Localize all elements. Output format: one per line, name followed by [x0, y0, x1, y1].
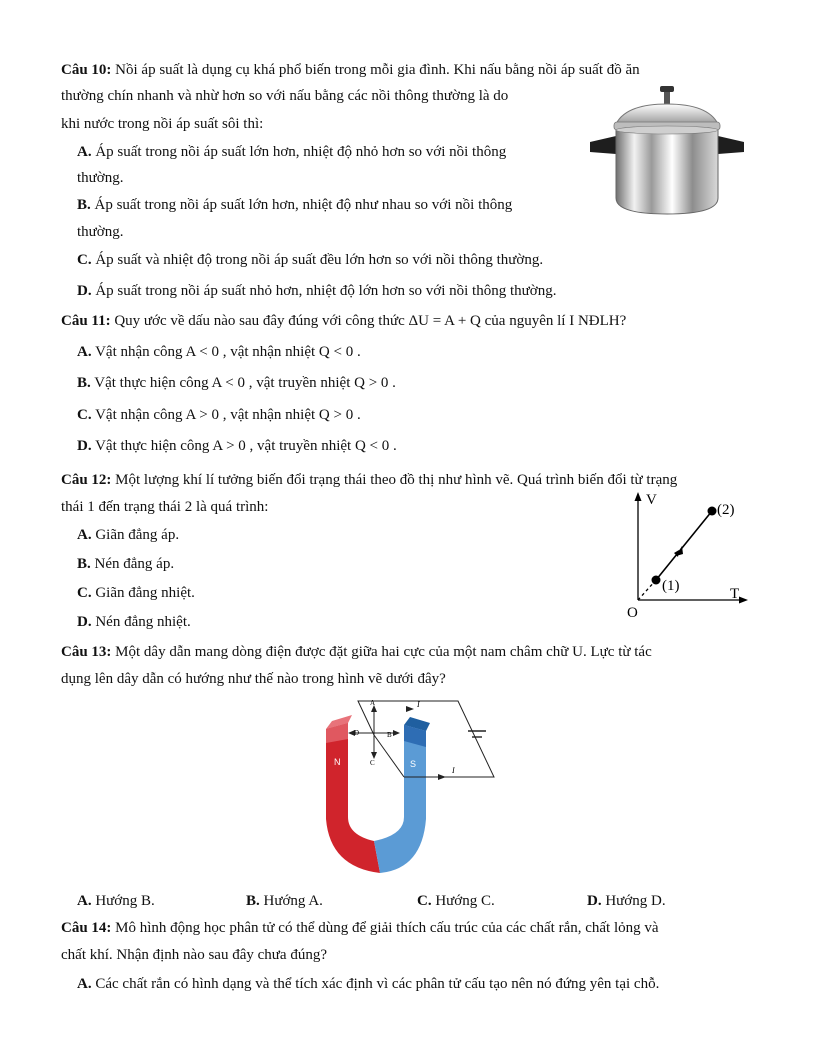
option-key: C. [77, 585, 92, 601]
option-text: Giãn đẳng nhiệt. [95, 585, 195, 601]
q10-line1 [61, 60, 640, 80]
q13-line1 [61, 642, 652, 662]
q12-option-c [77, 583, 195, 603]
vt-graph [622, 488, 752, 622]
option-key: B. [246, 893, 260, 909]
q14-line1 [61, 918, 659, 938]
q12-option-a [77, 525, 179, 545]
pressure-cooker-image [586, 82, 748, 220]
q12-option-d [77, 612, 191, 632]
option-key: B. [77, 556, 91, 572]
option-key: D. [77, 614, 92, 630]
option-text: Vật nhận công A < 0 , vật nhận nhiệt Q < 0 . [95, 344, 361, 360]
option-key: A. [77, 344, 92, 360]
origin-label: O [627, 605, 638, 621]
q13-option-c [417, 891, 495, 911]
q13-line2: dụng lên dây dẫn có hướng như thế nào trong hình vẽ dưới đây? [61, 671, 446, 687]
option-text: Giãn đẳng áp. [95, 527, 180, 543]
u-magnet-figure [318, 695, 496, 875]
option-key: A. [77, 893, 92, 909]
q10-option-a-cont: thường. [77, 170, 124, 186]
q12-label: Câu 12: [61, 472, 112, 488]
q12-text1: Một lượng khí lí tưởng biến đổi trạng thái theo đồ thị như hình vẽ. Quá trình biến đổi từ trạng [115, 472, 678, 488]
q14-label: Câu 14: [61, 920, 112, 936]
q10-option-b-cont: thường. [77, 224, 124, 240]
south-pole-label: S [410, 759, 417, 769]
q13-option-a [77, 891, 155, 911]
option-key: C. [77, 252, 92, 268]
direction-a-label: A [370, 699, 376, 707]
q11-option-b [77, 373, 396, 393]
q13-option-b [246, 891, 323, 911]
q14-line2: chất khí. Nhận định nào sau đây chưa đúng? [61, 947, 327, 963]
q10-option-a [77, 142, 506, 162]
q12-line1 [61, 470, 677, 490]
q11-label: Câu 11: [61, 313, 111, 329]
v-axis-label: V [646, 492, 657, 508]
option-text: Hướng D. [605, 893, 666, 909]
q14-option-a [77, 974, 659, 994]
q11-option-c [77, 405, 361, 425]
q11-option-d [77, 436, 397, 456]
direction-b-label: B [387, 731, 392, 739]
direction-d-label: D [354, 729, 360, 737]
option-key: C. [417, 893, 432, 909]
option-text: Vật thực hiện công A < 0 , vật truyền nhiệt Q > 0 . [94, 375, 396, 391]
option-text: Nén đẳng nhiệt. [95, 614, 191, 630]
option-text: Vật nhận công A > 0 , vật nhận nhiệt Q > 0 . [95, 407, 361, 423]
option-text: Vật thực hiện công A > 0 , vật truyền nhiệt Q < 0 . [95, 438, 397, 454]
q13-label: Câu 13: [61, 644, 112, 660]
q13-text1: Một dây dẫn mang dòng điện được đặt giữa hai cực của một nam châm chữ U. Lực từ tác [115, 644, 652, 660]
option-text: Hướng B. [95, 893, 155, 909]
q12-line2: thái 1 đến trạng thái 2 là quá trình: [61, 499, 269, 515]
q10-text1: Nồi áp suất là dụng cụ khá phổ biến trong mỗi gia đình. Khi nấu bằng nồi áp suất đồ ăn [115, 62, 640, 78]
q12-option-b [77, 554, 174, 574]
current-label-top: I [417, 700, 420, 709]
option-text: Áp suất trong nồi áp suất nhỏ hơn, nhiệt độ lớn hơn so với nồi thông thường. [95, 283, 557, 299]
option-text: Các chất rắn có hình dạng và thể tích xác định vì các phân tử cấu tạo nên nó đứng yên tại chỗ. [95, 976, 660, 992]
option-text: Hướng A. [263, 893, 323, 909]
q10-option-b [77, 195, 512, 215]
option-key: C. [77, 407, 92, 423]
q10-label: Câu 10: [61, 62, 112, 78]
option-text: Áp suất trong nồi áp suất lớn hơn, nhiệt độ nhỏ hơn so với nồi thông [95, 144, 507, 160]
option-key: A. [77, 527, 92, 543]
option-key: B. [77, 197, 91, 213]
q11-option-a [77, 342, 361, 362]
option-key: A. [77, 144, 92, 160]
q11-question [61, 311, 626, 331]
q10-option-c [77, 250, 543, 270]
option-text: Hướng C. [435, 893, 495, 909]
option-text: Nén đẳng áp. [94, 556, 175, 572]
q11-text: Quy ước về dấu nào sau đây đúng với công thức ΔU = A + Q của nguyên lí I NĐLH? [114, 313, 627, 329]
option-key: D. [587, 893, 602, 909]
q13-option-d [587, 891, 666, 911]
option-text: Áp suất trong nồi áp suất lớn hơn, nhiệt độ như nhau so với nồi thông [94, 197, 513, 213]
option-key: A. [77, 976, 92, 992]
north-pole-label: N [334, 757, 341, 767]
q10-line3: khi nước trong nồi áp suất sôi thì: [61, 116, 264, 132]
option-key: D. [77, 283, 92, 299]
state2-label: (2) [717, 502, 735, 518]
option-key: D. [77, 438, 92, 454]
option-key: B. [77, 375, 91, 391]
direction-c-label: C [370, 759, 375, 767]
q10-line2: thường chín nhanh và nhừ hơn so với nấu bằng các nồi thông thường là do [61, 88, 509, 104]
q14-text1: Mô hình động học phân tử có thể dùng để giải thích cấu trúc của các chất rắn, chất lỏng và [115, 920, 659, 936]
q10-option-d [77, 281, 556, 301]
t-axis-label: T [730, 586, 740, 602]
option-text: Áp suất và nhiệt độ trong nồi áp suất đều lớn hơn so với nồi thông thường. [95, 252, 544, 268]
state1-label: (1) [662, 578, 680, 594]
current-label-bottom: I [452, 766, 455, 775]
